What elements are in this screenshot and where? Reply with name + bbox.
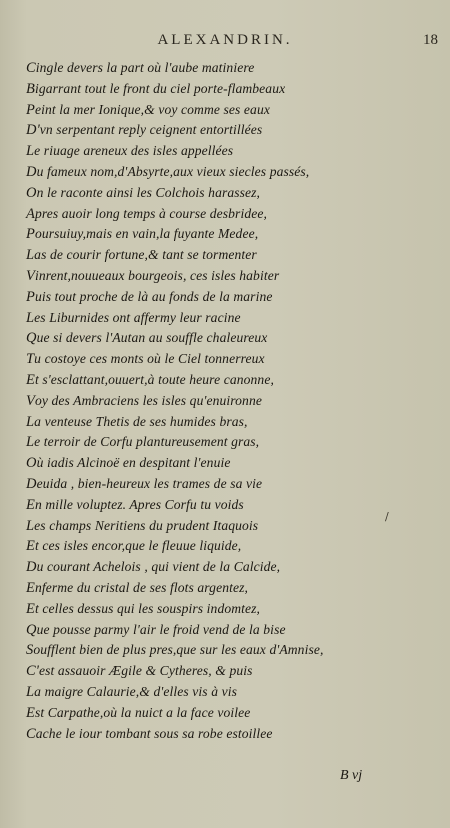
verse-block bbox=[26, 58, 436, 744]
signature-mark: B vj bbox=[340, 768, 363, 783]
verse-line: C'est assauoir Ægile & Cytheres, & puis bbox=[26, 663, 253, 680]
verse-line: Soufflent bien de plus pres,que sur les eaux d'Amnise, bbox=[26, 642, 324, 659]
verse-line: Le riuage areneux des isles appellées bbox=[26, 143, 234, 160]
page-number: 18 bbox=[423, 32, 438, 48]
verse-line: Où iadis Alcinoë en despitant l'enuie bbox=[26, 455, 231, 472]
verse-line: Bigarrant tout le front du ciel porte-flambeaux bbox=[26, 80, 286, 97]
verse-line: Voy des Ambraciens les isles qu'enuironne bbox=[26, 392, 262, 409]
verse-line: Les champs Neritiens du prudent Itaquois bbox=[26, 517, 259, 534]
verse-line: Que pousse parmy l'air le froid vend de la bise bbox=[26, 621, 286, 638]
running-head: ALEXANDRIN. bbox=[157, 32, 293, 48]
verse-line: Du courant Achelois , qui vient de la Calcide, bbox=[26, 559, 281, 576]
verse-line: Poursuiuy,mais en vain,la fuyante Medee, bbox=[26, 226, 259, 243]
verse-line: Apres auoir long temps à course desbridee, bbox=[26, 205, 267, 222]
verse-line: D'vn serpentant reply ceignent entortillées bbox=[26, 122, 263, 139]
verse-line: Enferme du cristal de ses flots argentez, bbox=[26, 579, 249, 596]
margin-mark: / bbox=[385, 510, 389, 523]
verse-line: Tu costoye ces monts où le Ciel tonnerreux bbox=[26, 351, 265, 368]
verse-line: La venteuse Thetis de ses humides bras, bbox=[26, 413, 248, 430]
verse-line: Peint la mer Ionique,& voy comme ses eaux bbox=[26, 101, 270, 118]
verse-line: Puis tout proche de là au fonds de la marine bbox=[26, 288, 273, 305]
verse-line: Cingle devers la part où l'aube matiniere bbox=[26, 60, 255, 76]
verse-line: Vinrent,nouueaux bourgeois, ces isles habiter bbox=[26, 267, 280, 284]
verse-line: Et celles dessus qui les souspirs indomtez, bbox=[26, 600, 261, 617]
verse-line: Les Liburnides ont affermy leur racine bbox=[26, 309, 241, 326]
verse-line: Que si devers l'Autan au souffle chaleureux bbox=[26, 330, 268, 347]
verse-line: On le raconte ainsi les Colchois harassez, bbox=[26, 184, 261, 201]
verse-line: Est Carpathe,où la nuict a la face voilee bbox=[26, 704, 251, 721]
verse-line: Las de courir fortune,& tant se tormenter bbox=[26, 247, 257, 264]
verse-line: Le terroir de Corfu plantureusement gras, bbox=[26, 434, 260, 451]
verse-line: Et ces isles encor,que le fleuue liquide, bbox=[26, 538, 242, 555]
verse-line: Cache le iour tombant sous sa robe estoillee bbox=[26, 725, 273, 742]
verse-line: Et s'esclattant,ouuert,à toute heure canonne, bbox=[26, 371, 274, 388]
verse-line: En mille voluptez. Apres Corfu tu voids bbox=[26, 496, 244, 513]
verse-line: La maigre Calaurie,& d'elles vis à vis bbox=[26, 683, 237, 700]
verse-line: Du fameux nom,d'Absyrte,aux vieux siecles passés, bbox=[26, 163, 310, 180]
verse-line: Deuida , bien-heureux les trames de sa vie bbox=[26, 475, 263, 492]
